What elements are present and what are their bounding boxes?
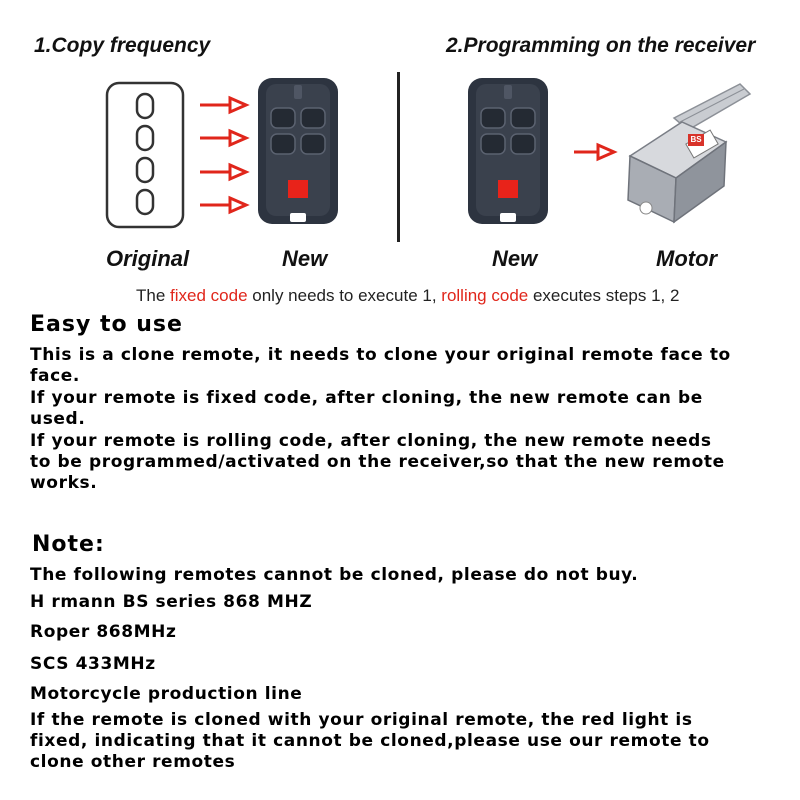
footnote-text: only needs to execute 1,: [247, 286, 442, 305]
note-heading: Note:: [32, 532, 105, 557]
footnote-rolling-code: rolling code: [441, 286, 529, 305]
easy-paragraph: This is a clone remote, it needs to clone your original remote face to face.: [30, 345, 731, 386]
copy-arrows-icon: [198, 90, 250, 220]
step2-title: 2.Programming on the receiver: [446, 34, 756, 57]
note-line: Motorcycle production line: [30, 684, 303, 704]
note-line: H rmann BS series 868 MHZ: [30, 592, 313, 612]
motor-badge: BS: [688, 134, 704, 146]
note-line: SCS 433MHz: [30, 654, 156, 674]
garage-motor-icon: [622, 82, 752, 227]
caption-new: New: [492, 246, 538, 271]
caption-new: New: [282, 246, 328, 271]
easy-paragraph: If your remote is fixed code, after cloning, the new remote can be used.: [30, 388, 703, 429]
step-divider: [397, 72, 400, 242]
footnote-text: The: [136, 286, 171, 305]
footnote-fixed-code: fixed code: [170, 286, 248, 305]
program-arrow-icon: [572, 140, 618, 164]
footnote-text: executes steps 1, 2: [528, 286, 680, 305]
easy-paragraph: If your remote is rolling code, after cloning, the new remote needs to be programmed/activated on the receiver,so that the new remote works.: [30, 431, 725, 493]
caption-original: Original: [106, 246, 190, 271]
new-remote-icon: [256, 76, 340, 226]
original-remote-icon: [104, 80, 186, 230]
diagram-footnote: [136, 286, 679, 306]
note-paragraph: If the remote is cloned with your original remote, the red light is fixed, indicating that it cannot be cloned,please use our remote to clone other remotes: [30, 710, 710, 772]
note-line: Roper 868MHz: [30, 622, 177, 642]
note-line: The following remotes cannot be cloned, please do not buy.: [30, 565, 639, 585]
easy-heading: Easy to use: [30, 312, 183, 337]
step1-title: 1.Copy frequency: [34, 34, 211, 57]
caption-motor: Motor: [656, 246, 718, 271]
new-remote-icon: [466, 76, 550, 226]
